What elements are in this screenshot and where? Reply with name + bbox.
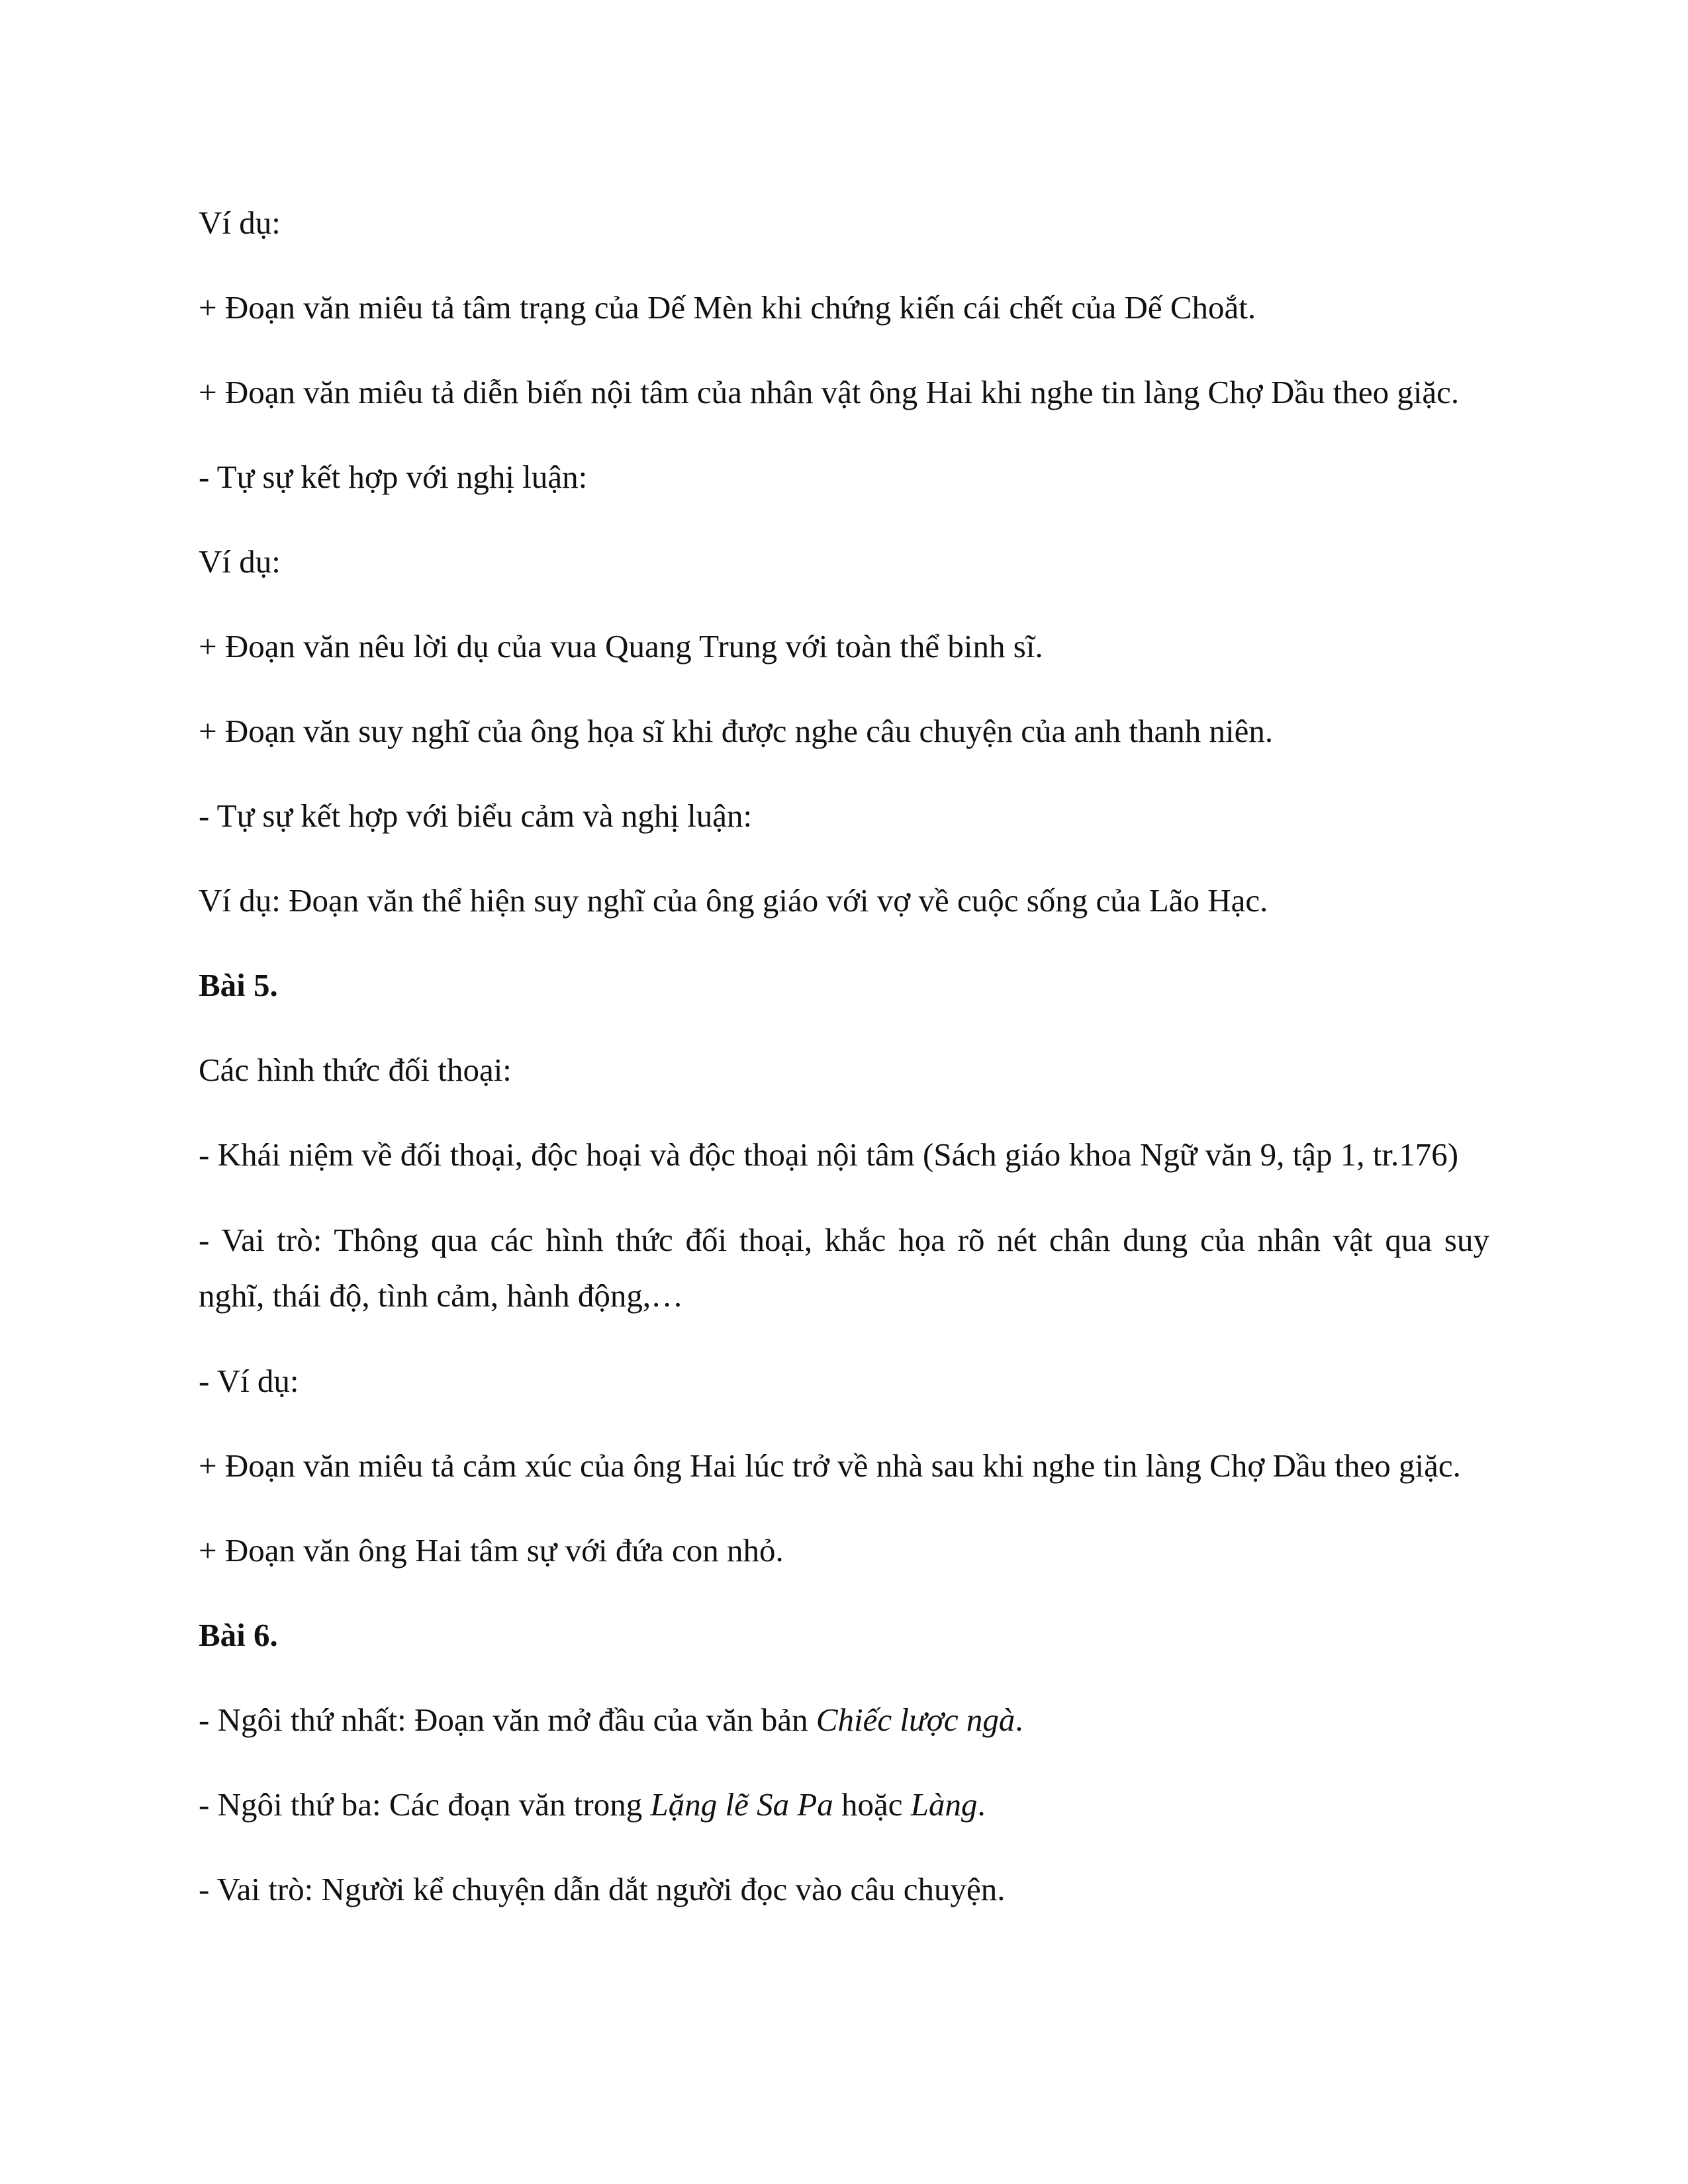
text-line: Ví dụ: [199,205,281,241]
text-line: Các hình thức đối thoại: [199,1052,512,1088]
text-line: - Khái niệm về đối thoại, độc hoại và độc thoại nội tâm (Sách giáo khoa Ngữ văn 9, tập 1, tr.176) [199,1136,1459,1173]
paragraph-vai-tro [199,1212,1489,1324]
text-line: + Đoạn văn nêu lời dụ của vua Quang Trung với toàn thể binh sĩ. [199,628,1043,664]
work-title-italic: Làng [910,1786,978,1823]
document-body [199,196,1489,1947]
text-line: + Đoạn văn ông Hai tâm sự với đứa con nhỏ. [199,1532,784,1569]
paragraph-line: - Vai trò: Thông qua các hình thức đối thoại, khắc họa rõ nét chân dung của nhân vật qua suy [199,1222,1489,1258]
section-heading-bai-6: Bài 6. [199,1617,278,1653]
text-segment: hoặc [833,1786,911,1823]
work-title-italic: Chiếc lược ngà [816,1702,1015,1738]
text-segment: - Ngôi thứ ba: Các đoạn văn trong [199,1786,651,1823]
text-line: - Vai trò: Người kể chuyện dẫn dắt người đọc vào câu chuyện. [199,1871,1006,1907]
text-line [199,1778,1489,1832]
text-segment: . [1015,1702,1023,1738]
text-segment: - Ngôi thứ nhất: Đoạn văn mở đầu của văn bản [199,1702,816,1738]
text-line: Ví dụ: Đoạn văn thể hiện suy nghĩ của ông giáo với vợ về cuộc sống của Lão Hạc. [199,882,1268,919]
text-line: + Đoạn văn miêu tả tâm trạng của Dế Mèn khi chứng kiến cái chết của Dế Choắt. [199,289,1256,326]
text-line: - Tự sự kết hợp với biểu cảm và nghị luận: [199,797,753,834]
text-line: Ví dụ: [199,543,281,580]
text-line: - Ví dụ: [199,1363,299,1399]
text-line [199,1693,1489,1747]
work-title-italic: Lặng lẽ Sa Pa [650,1786,833,1823]
text-line: - Tự sự kết hợp với nghị luận: [199,459,588,495]
text-line: + Đoạn văn suy nghĩ của ông họa sĩ khi được nghe câu chuyện của anh thanh niên. [199,713,1274,749]
text-segment: . [977,1786,986,1823]
text-line: + Đoạn văn miêu tả cảm xúc của ông Hai lúc trở về nhà sau khi nghe tin làng Chợ Dầu theo giặc. [199,1447,1461,1484]
paragraph-line: nghĩ, thái độ, tình cảm, hành động,… [199,1277,684,1314]
section-heading-bai-5: Bài 5. [199,967,278,1003]
text-line: + Đoạn văn miêu tả diễn biến nội tâm của nhân vật ông Hai khi nghe tin làng Chợ Dầu theo giặc. [199,374,1460,410]
